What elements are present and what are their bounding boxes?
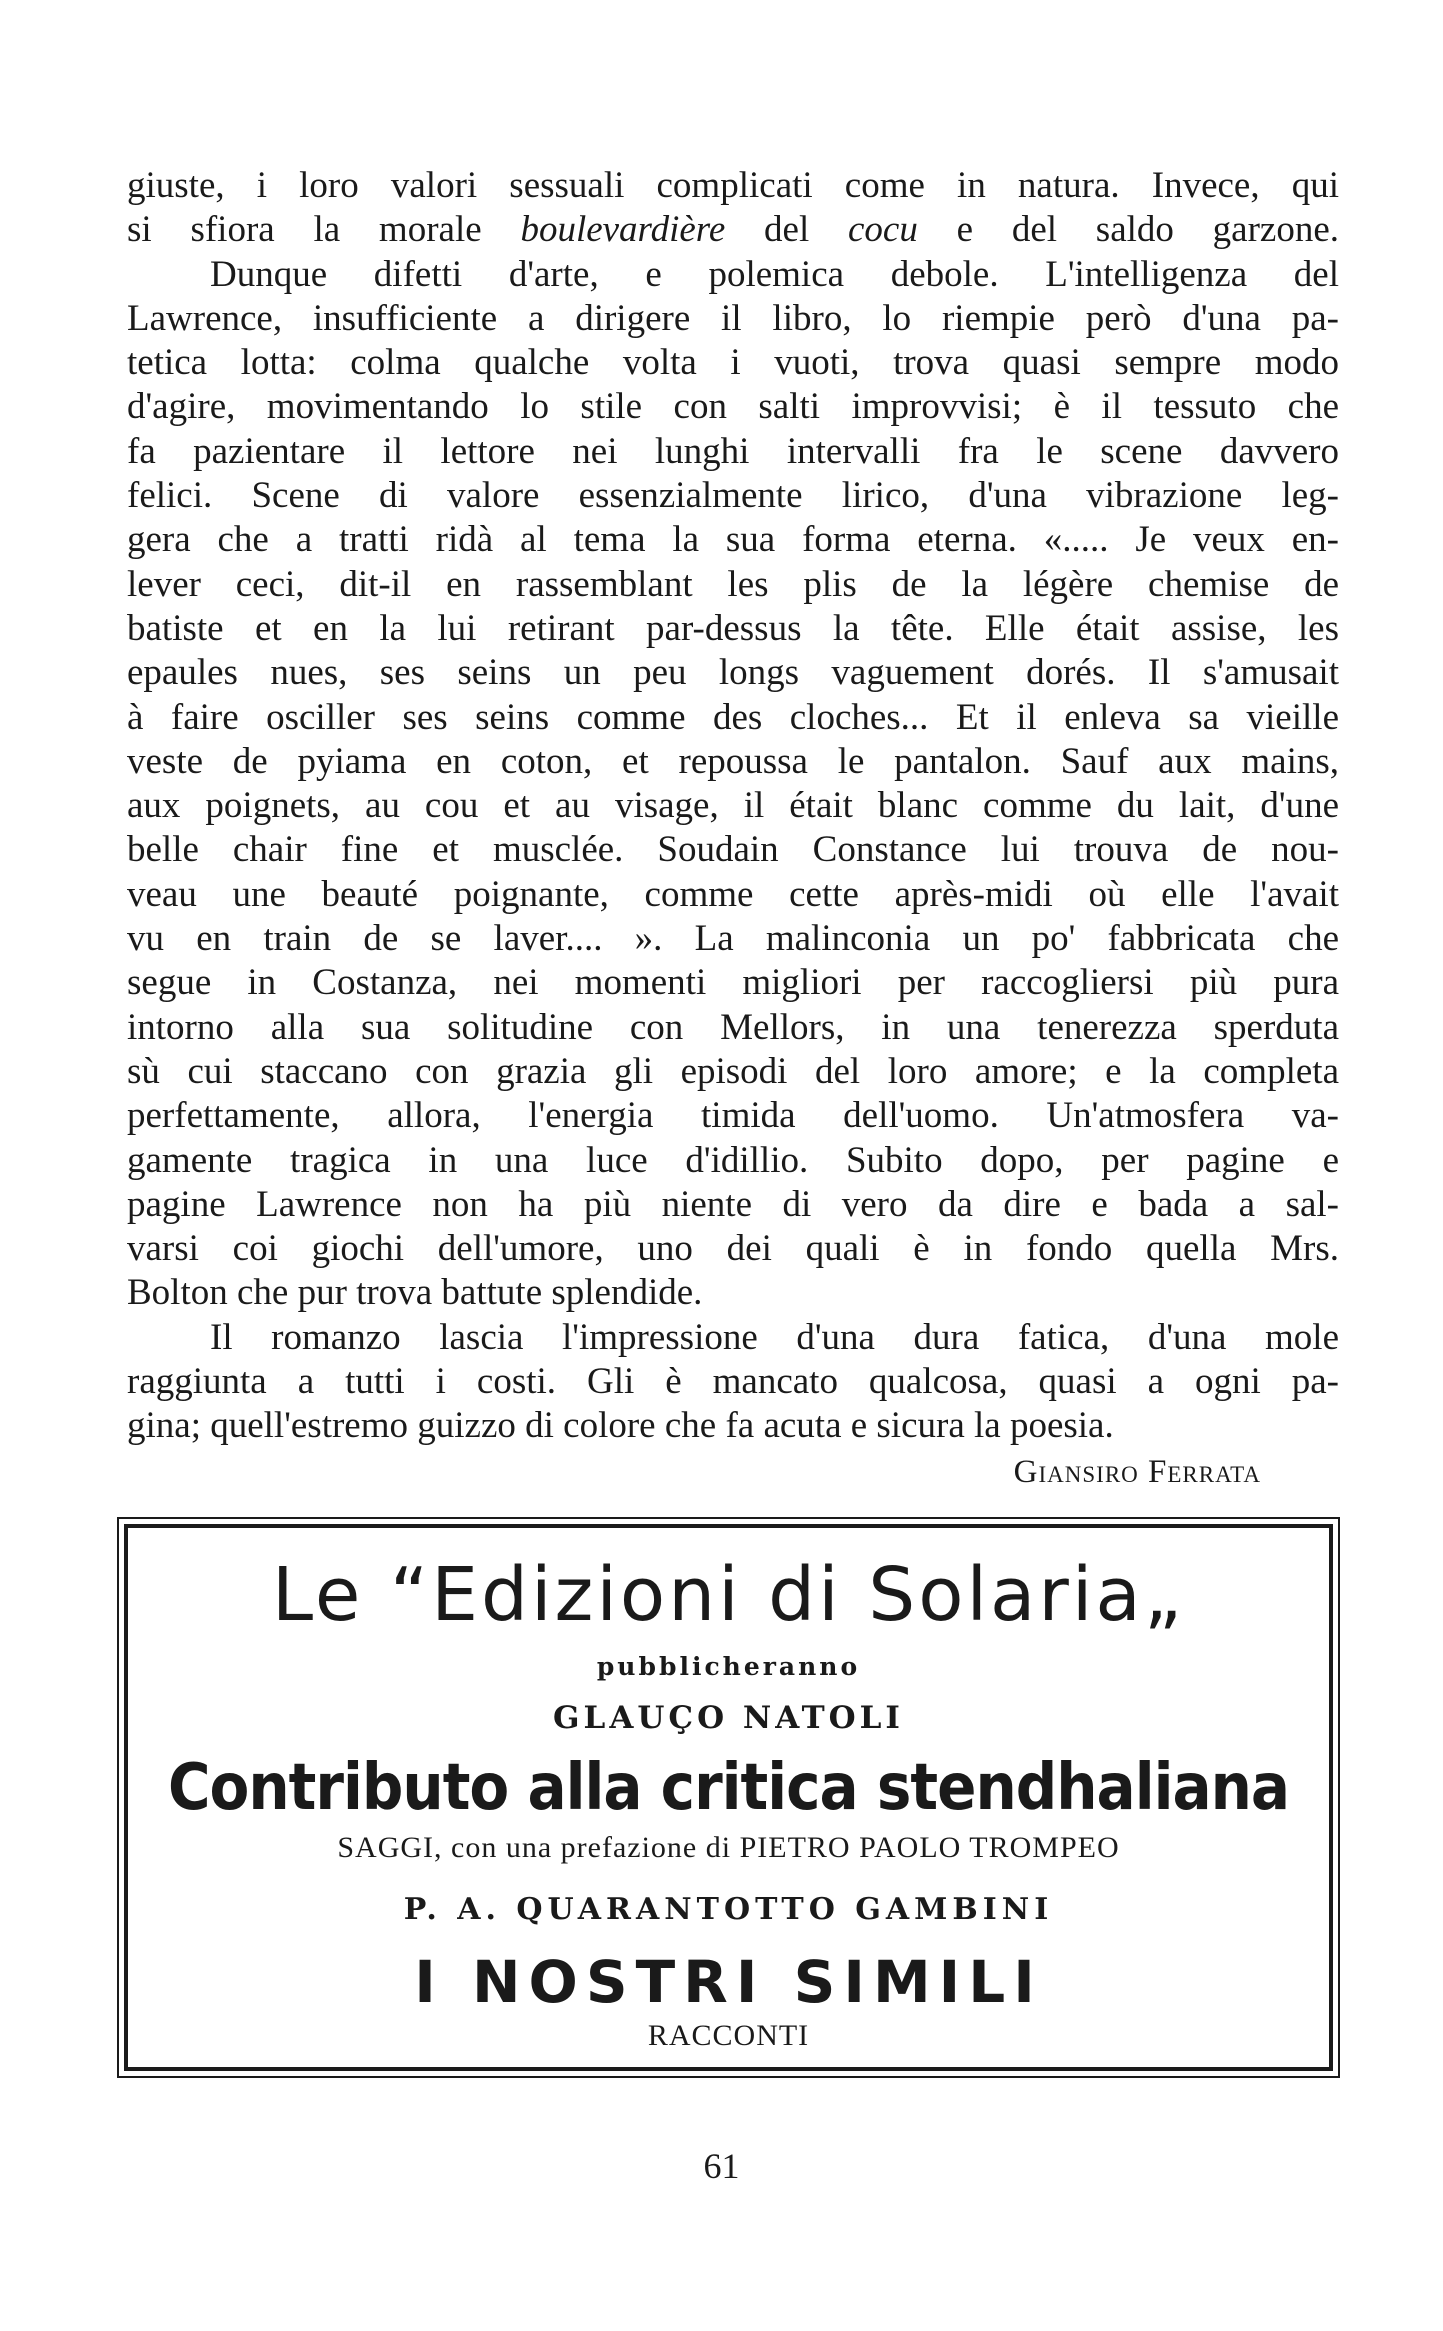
text-line: à faire osciller ses seins comme des cloches... Et il enleva sa vieille: [127, 696, 1339, 738]
text-line: belle chair fine et musclée. Soudain Constance lui trouva de nou-: [127, 829, 1339, 871]
text-line: Dunque difetti d'arte, e polemica debole. L'intelligenza del: [210, 253, 1339, 295]
ad-author-1: GLAUÇO NATOLI: [553, 1700, 904, 1736]
italic-term: boulevardière: [520, 209, 726, 251]
article-body: [127, 164, 1339, 1449]
ad-author-2: P. A. QUARANTOTTO GAMBINI: [403, 1892, 1054, 1927]
text-line: Lawrence, insufficiente a dirigere il libro, lo riempie però d'una pa-: [127, 297, 1339, 339]
text-line: fa pazientare il lettore nei lunghi intervalli fra le scene davvero: [127, 430, 1339, 472]
text-line: sù cui staccano con grazia gli episodi del loro amore; e la completa: [127, 1050, 1339, 1092]
text-line: gamente tragica in una luce d'idillio. Subito dopo, per pagine e: [127, 1139, 1339, 1181]
ad-description-2: RACCONTI: [647, 2019, 810, 2052]
ad-subtitle: pubblicheranno: [596, 1652, 861, 1681]
advertisement-box: [124, 1524, 1333, 2071]
page-number: 61: [703, 2146, 740, 2186]
italic-term: cocu: [848, 209, 918, 251]
text-line: gina; quell'estremo guizzo di colore che fa acuta e sicura la poesia.: [127, 1405, 1114, 1447]
text-line: giuste, i loro valori sessuali complicati come in natura. Invece, qui: [127, 165, 1339, 206]
text-line: batiste et en la lui retirant par-dessus la tête. Elle était assise, les: [127, 607, 1339, 649]
ad-description-1: SAGGI, con una prefazione di PIETRO PAOLO TROMPEO: [337, 1831, 1120, 1864]
text-line: perfettamente, allora, l'energia timida dell'uomo. Un'atmosfera va-: [127, 1095, 1339, 1137]
ad-book-title-1: Contributo alla critica stendhaliana: [167, 1749, 1290, 1825]
text-line: tetica lotta: colma qualche volta i vuoti, trova quasi sempre modo: [127, 342, 1339, 384]
author-signature: Giansiro Ferrata: [1013, 1454, 1261, 1490]
text-line: Il romanzo lascia l'impressione d'una dura fatica, d'una mole: [210, 1316, 1339, 1358]
text-line: lever ceci, dit-il en rassemblant les plis de la légère chemise de: [127, 563, 1339, 605]
text-line: intorno alla sua solitudine con Mellors, in una tenerezza sperduta: [127, 1006, 1339, 1048]
text-line: raggiunta a tutti i costi. Gli è mancato qualcosa, quasi a ogni pa-: [127, 1361, 1339, 1403]
text-line: Bolton che pur trova battute splendide.: [127, 1272, 703, 1314]
text-line: d'agire, movimentando lo stile con salti improvvisi; è il tessuto che: [127, 386, 1339, 428]
text-line: pagine Lawrence non ha più niente di vero da dire e bada a sal-: [127, 1183, 1339, 1225]
text-line: aux poignets, au cou et au visage, il était blanc comme du lait, d'une: [127, 785, 1339, 827]
text-line: si sfiora la morale boulevardière del cocu e del saldo garzone.: [127, 209, 1339, 251]
text-line: varsi coi giochi dell'umore, uno dei quali è in fondo quella Mrs.: [127, 1228, 1339, 1270]
ad-book-title-2: I NOSTRI SIMILI: [414, 1948, 1043, 2016]
text-line: veste de pyiama en coton, et repoussa le pantalon. Sauf aux mains,: [127, 740, 1339, 782]
text-line: segue in Costanza, nei momenti migliori per raccogliersi più pura: [127, 962, 1339, 1004]
text-line: gera che a tratti ridà al tema la sua forma eterna. «..... Je veux en-: [127, 519, 1339, 561]
text-line: veau une beauté poignante, comme cette après-midi où elle l'avait: [127, 873, 1339, 915]
text-line: epaules nues, ses seins un peu longs vaguement dorés. Il s'amusait: [127, 652, 1339, 694]
text-line: felici. Scene di valore essenzialmente lirico, d'una vibrazione leg-: [127, 475, 1339, 517]
text-line: vu en train de se laver.... ». La malinconia un po' fabbricata che: [127, 918, 1339, 960]
ad-publisher-title: Le “Edizioni di Solaria„: [271, 1552, 1186, 1638]
